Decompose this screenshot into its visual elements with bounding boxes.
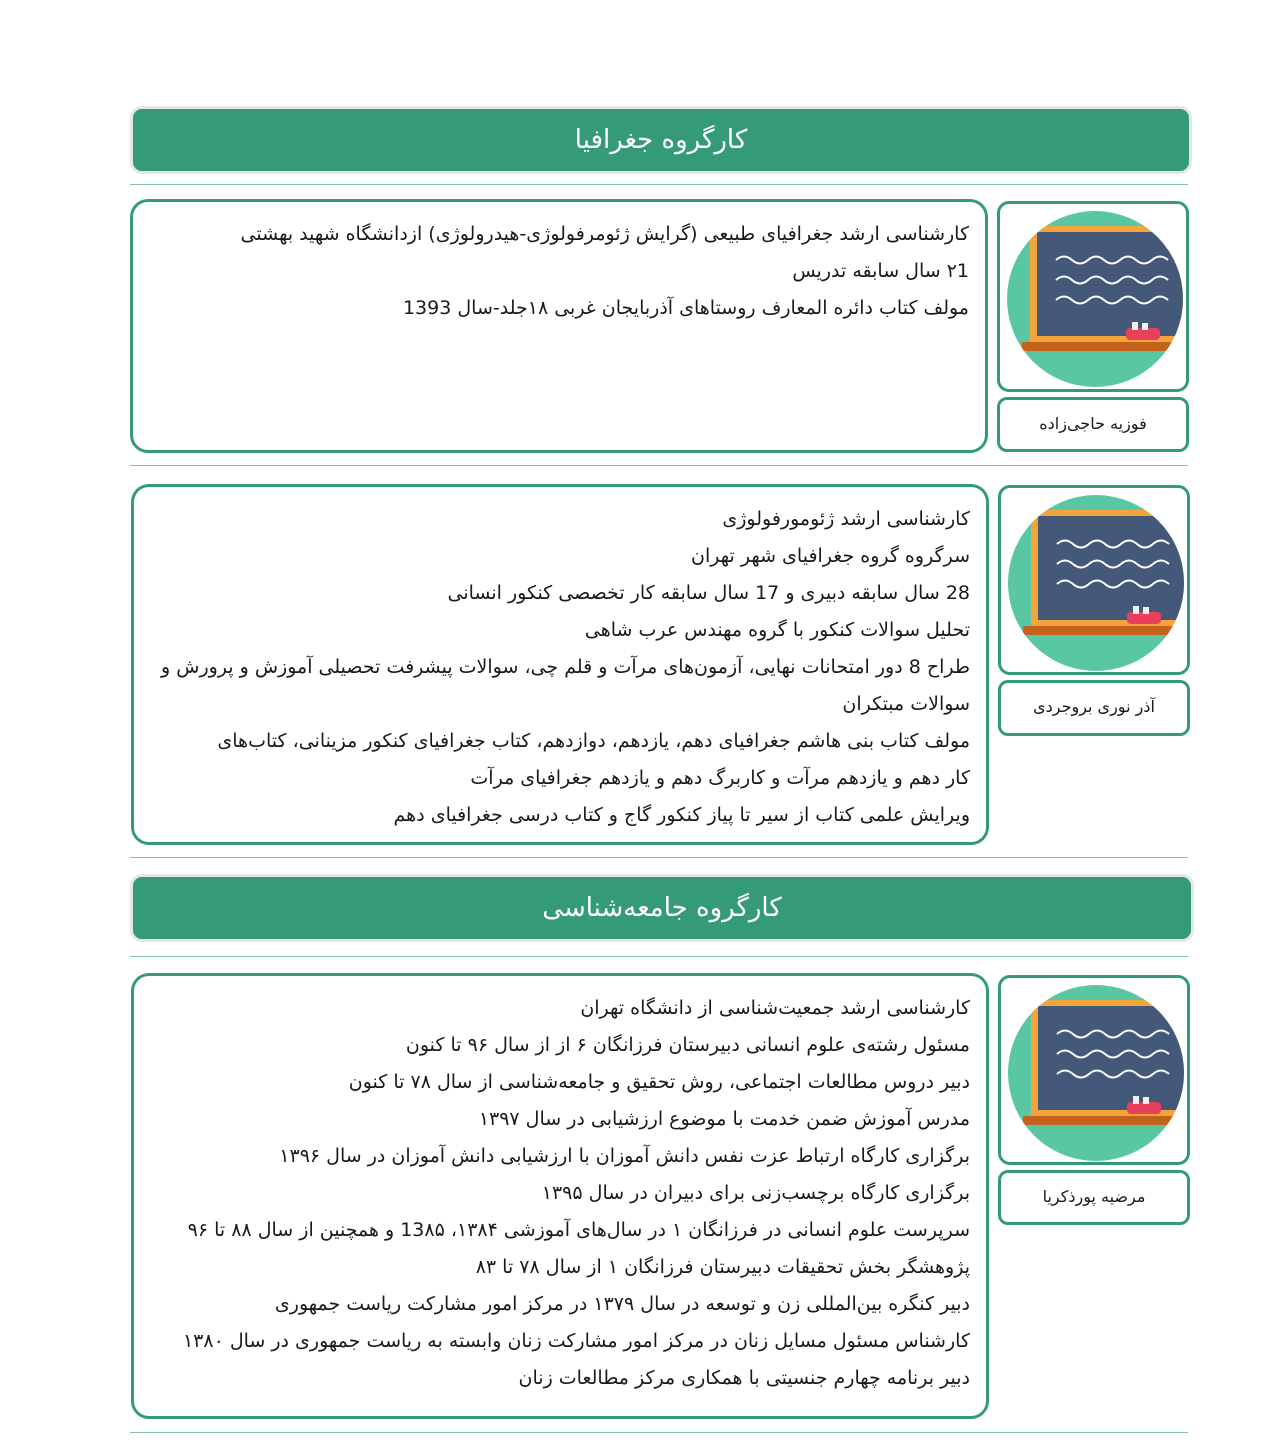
person-name-2: آذر نوری بروجردی <box>998 680 1190 736</box>
bio-line: کارشناسی ارشد ژئومورفولوژی <box>722 508 970 530</box>
bio-line: برگزاری کارگاه ارتباط عزت نفس دانش آموزان با ارزشیابی دانش آموزان در سال ۱۳۹۶ <box>279 1145 970 1167</box>
profile-photo-2 <box>998 485 1190 675</box>
person-name-1: فوزیه حاجی‌زاده <box>997 397 1189 452</box>
bio-line: کارشناس مسئول مسایل زنان در مرکز امور مشارکت زنان وابسته به ریاست جمهوری در سال ۱۳۸۰ <box>182 1330 970 1352</box>
bio-card-1 <box>130 199 988 453</box>
profile-photo-1 <box>997 201 1189 392</box>
bio-line: کار دهم و یازدهم مرآت و کاربرگ دهم و یازدهم جغرافیای مرآت <box>470 767 970 789</box>
bio-line: ۲1 سال سابقه تدریس <box>792 260 969 282</box>
divider <box>130 1432 1188 1433</box>
section-title-geography: کارگروه جغرافیا <box>130 106 1192 174</box>
bio-line: سرپرست علوم انسانی در فرزانگان ۱ در سال‌های آموزشی ۱۳۸۴، 13۸۵ و همچنین از سال ۸۸ تا ۹۶ <box>187 1219 970 1241</box>
bio-line: مولف کتاب بنی هاشم جغرافیای دهم، یازدهم، دوازدهم، کتاب جغرافیای کنکور مزینانی، کتاب‌های <box>217 730 970 752</box>
chalkboard-icon <box>1006 210 1184 388</box>
profile-photo-3 <box>998 975 1190 1165</box>
bio-line: برگزاری کارگاه برچسب‌زنی برای دبیران در سال ۱۳۹۵ <box>541 1182 970 1204</box>
divider <box>130 184 1188 185</box>
bio-line: دبیر کنگره بین‌المللی زن و توسعه در سال ۱۳۷۹ در مرکز امور مشارکت ریاست جمهوری <box>274 1293 970 1315</box>
chalkboard-icon <box>1007 494 1185 672</box>
bio-line: سرگروه گروه جغرافیای شهر تهران <box>691 545 970 567</box>
bio-line: ویرایش علمی کتاب از سیر تا پیاز کنکور گاج و کتاب درسی جغرافیای دهم <box>393 804 970 826</box>
bio-card-3 <box>131 973 989 1419</box>
bio-card-2 <box>131 484 989 845</box>
person-name-3: مرضیه پورذکریا <box>998 1170 1190 1225</box>
divider <box>130 857 1188 858</box>
bio-line: کارشناسی ارشد جمعیت‌شناسی از دانشگاه تهران <box>580 997 970 1019</box>
chalkboard-icon <box>1007 984 1185 1162</box>
bio-line: 28 سال سابقه دبیری و 17 سال سابقه کار تخصصی کنکور انسانی <box>447 582 970 604</box>
section-title-sociology: کارگروه جامعه‌شناسی <box>130 874 1194 942</box>
bio-line: پژوهشگر بخش تحقیقات دبیرستان فرزانگان ۱ از سال ۷۸ تا ۸۳ <box>475 1256 970 1278</box>
bio-line: مسئول رشته‌ی علوم انسانی دبیرستان فرزانگان ۶ از از سال ۹۶ تا کنون <box>405 1034 970 1056</box>
bio-line: کارشناسی ارشد جغرافیای طبیعی (گرایش ژئومرفولوژی-هیدرولوژی) ازدانشگاه شهید بهشتی <box>240 223 969 245</box>
bio-line: تحلیل سوالات کنکور با گروه مهندس عرب شاهی <box>584 619 970 641</box>
bio-line: طراح 8 دور امتحانات نهایی، آزمون‌های مرآت و قلم چی، سوالات پیشرفت تحصیلی آموزش و پرورش و سوالات مبتکران <box>161 656 970 715</box>
bio-line: مولف کتاب دائره المعارف روستاهای آذربایجان غربی ۱۸جلد-سال 1393 <box>402 297 969 319</box>
bio-line: دبیر برنامه چهارم جنسیتی با همکاری مرکز مطالعات زنان <box>518 1367 970 1389</box>
bio-line: دبیر دروس مطالعات اجتماعی، روش تحقیق و جامعه‌شناسی از سال ۷۸ تا کنون <box>348 1071 970 1093</box>
divider <box>130 956 1188 957</box>
divider <box>130 465 1188 466</box>
bio-line: مدرس آموزش ضمن خدمت با موضوع ارزشیابی در سال ۱۳۹۷ <box>478 1108 970 1130</box>
